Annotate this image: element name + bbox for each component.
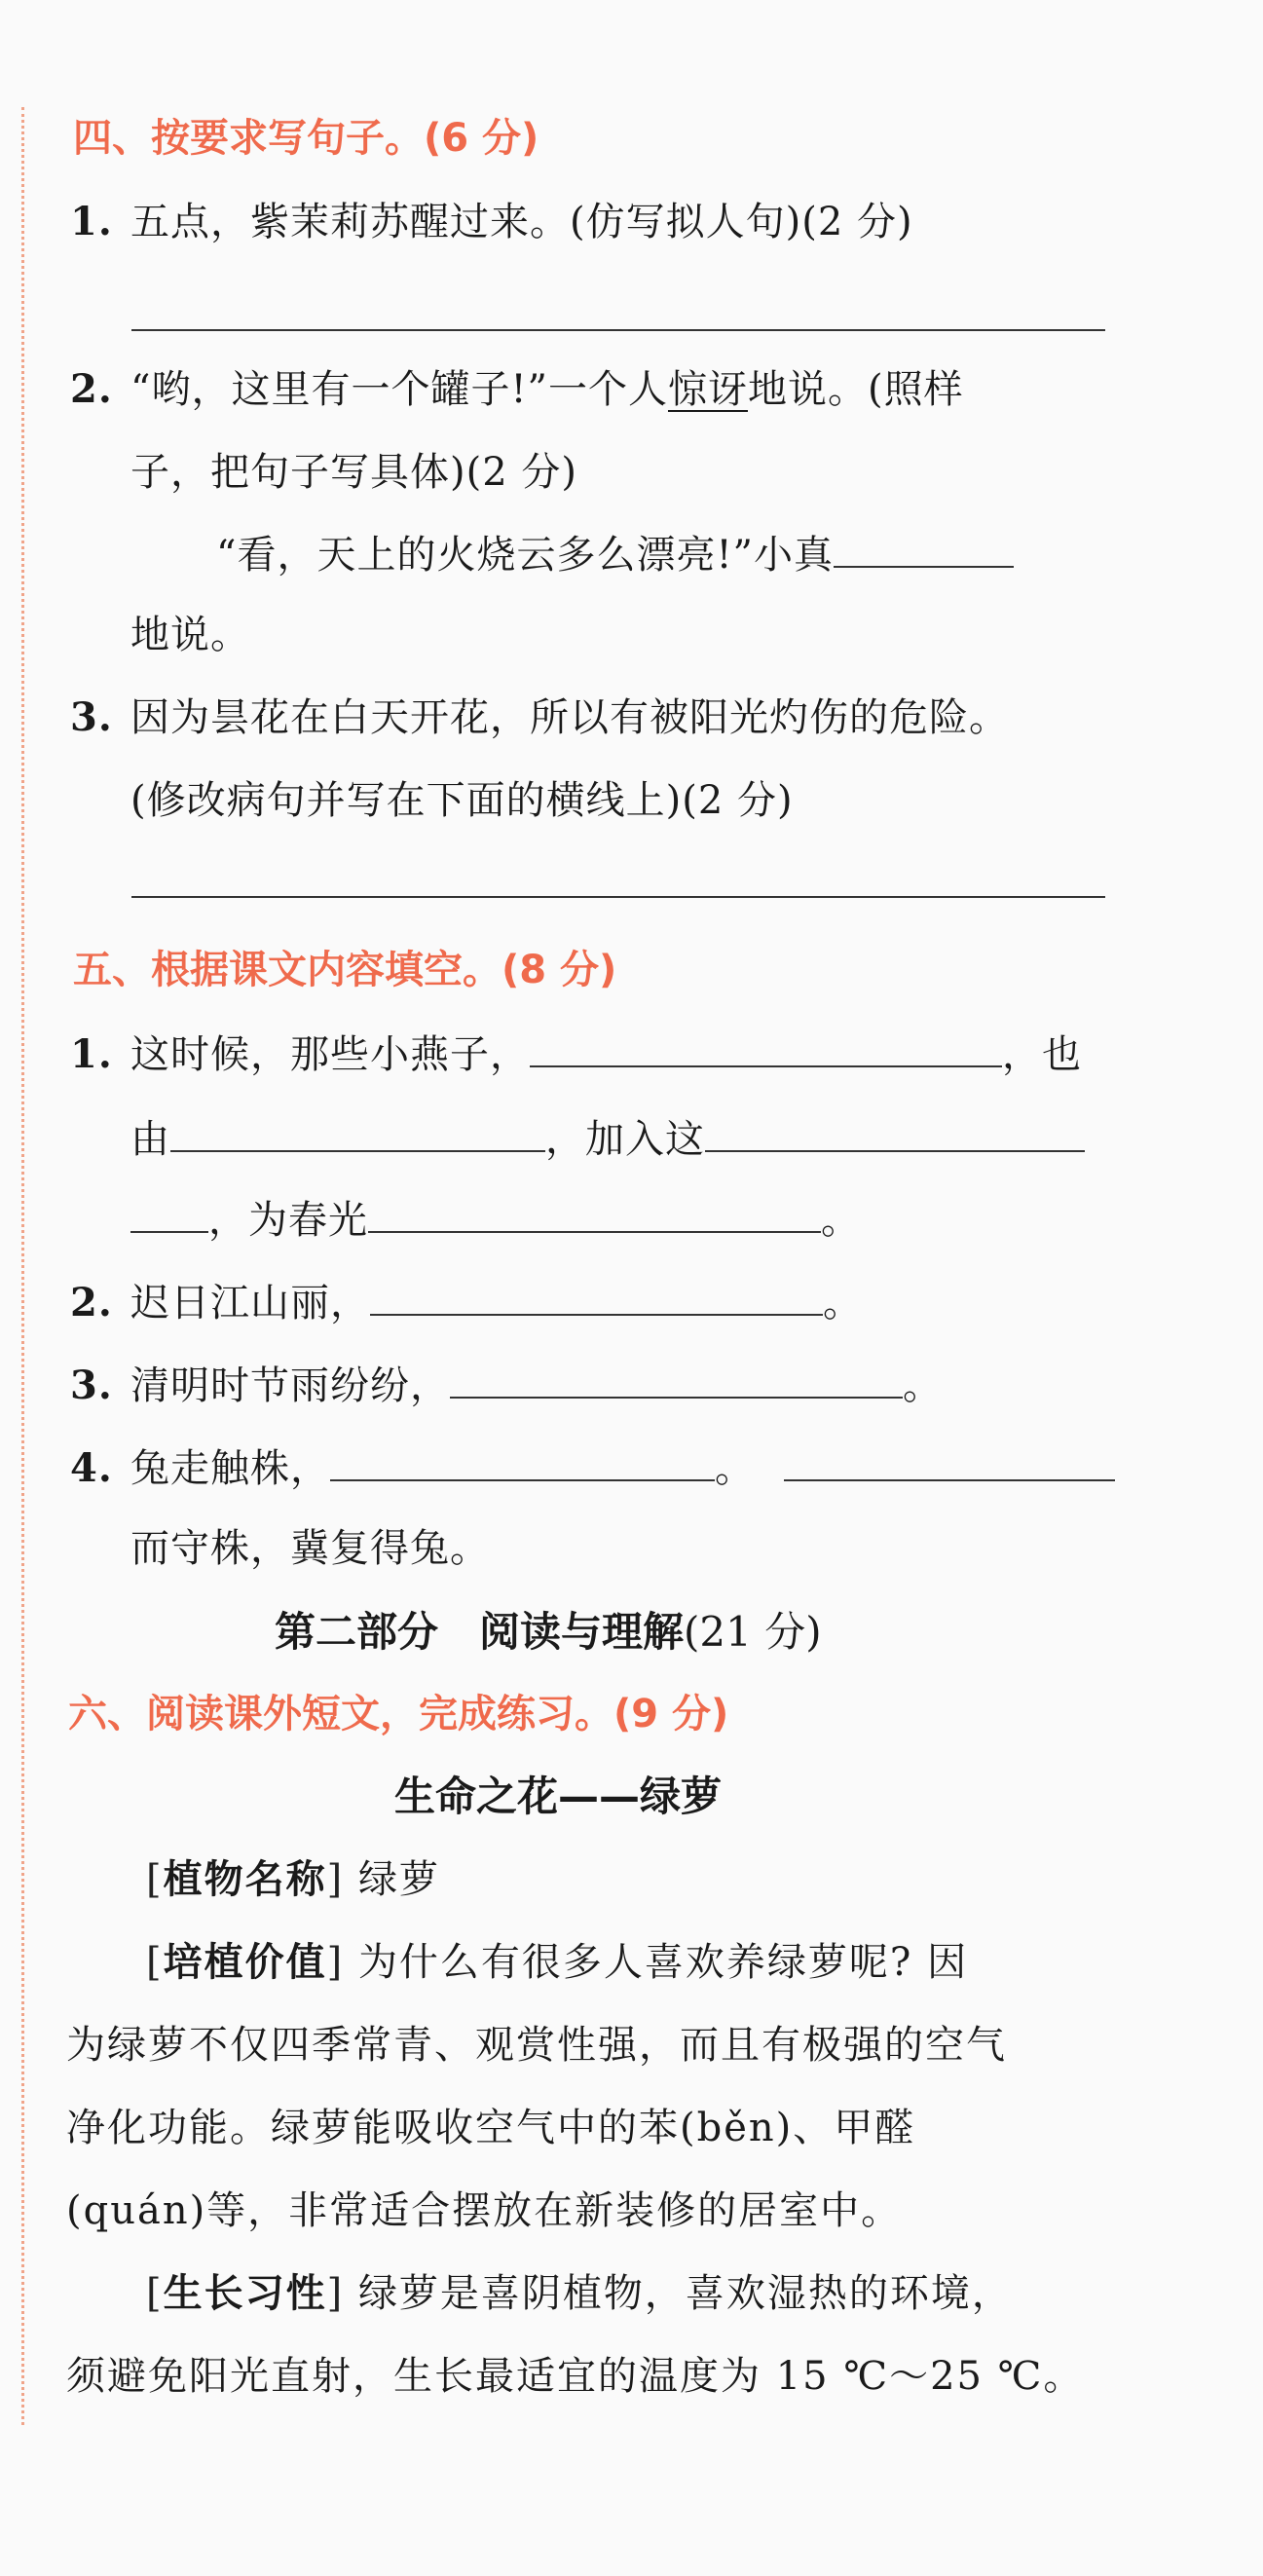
s5-q1-text-d: ，加入这: [545, 1117, 705, 1162]
s4-q2-number: 2.: [70, 366, 113, 412]
part2-title-text: 第二部分 阅读与理解: [275, 1608, 685, 1656]
s4-q2-line3-text: “看，天上的火烧云多么漂亮!”小真: [216, 533, 834, 578]
s4-q3-line2: (修改病句并写在下面的横线上)(2 分): [130, 778, 794, 823]
section6-title-text: 六、阅读课外短文，完成练习。: [68, 1692, 613, 1736]
plant-name-line: [146, 1850, 440, 1909]
s5-q1-text-b: ，也: [1002, 1032, 1082, 1077]
habit-tag-text: 生长习性: [163, 2271, 327, 2316]
s5-q1-blank4[interactable]: [368, 1188, 821, 1233]
s5-q3-text-a: 清明时节雨纷纷，: [130, 1363, 450, 1408]
value-line4: (quán)等，非常适合摆放在新装修的居室中。: [66, 2188, 903, 2233]
s5-q1-blank3[interactable]: [705, 1107, 1085, 1152]
s4-q3-line1: [70, 689, 1009, 747]
s5-q1-text-c: 由: [130, 1117, 170, 1162]
s5-q4-blank1[interactable]: [330, 1437, 715, 1481]
s5-q3-blank[interactable]: [450, 1354, 903, 1399]
plant-name-tag-text: 植物名称: [163, 1857, 327, 1902]
s4-q2-underlined-word: 惊讶: [667, 367, 748, 412]
section4-title-text: 四、按要求写句子。: [73, 116, 424, 161]
s4-q2-line2: 子，把句子写具体)(2 分): [130, 450, 577, 495]
s5-q2-text-a: 迟日江山丽，: [130, 1281, 370, 1325]
s4-q1-number: 1.: [70, 199, 113, 244]
article-title: 生命之花——绿萝: [394, 1773, 723, 1820]
margin-dotted-line: [21, 107, 24, 2425]
part2-title: [275, 1603, 822, 1661]
s4-q2-text-a: “哟，这里有一个罐子!”一个人: [130, 367, 668, 412]
s4-q3-line1-text: 因为昙花在白天开花，所以有被阳光灼伤的危险。: [130, 695, 1009, 740]
habit-line1: [146, 2264, 1013, 2323]
section5-points: (8 分): [501, 948, 617, 992]
s5-q4-number: 4.: [70, 1445, 113, 1491]
s5-q1-text-a: 这时候，那些小燕子，: [130, 1032, 530, 1077]
s5-q1-text-e: ，为春光: [208, 1198, 368, 1243]
s5-q1-line2: [130, 1107, 1085, 1169]
s4-q2-line1: [70, 360, 964, 419]
s4-q2-text-b: 地说。(照样: [747, 367, 964, 412]
s5-q4-line1: [70, 1437, 1115, 1498]
habit-line2: 须避免阳光直射，生长最适宜的温度为 15 ℃～25 ℃。: [66, 2354, 1085, 2399]
section5-title-text: 五、根据课文内容填空。: [73, 948, 501, 992]
s5-q4-text-b: 。: [715, 1446, 755, 1491]
s5-q4-text-a: 兔走触株，: [130, 1446, 330, 1491]
s5-q4-blank2[interactable]: [784, 1437, 1115, 1481]
s5-q2-number: 2.: [70, 1280, 113, 1325]
section4-title: [73, 109, 539, 168]
s5-q2-text-b: 。: [823, 1281, 863, 1325]
plant-name-tag: [植物名称]: [146, 1857, 345, 1902]
habit-line1-text: 绿萝是喜阴植物，喜欢湿热的环境，: [357, 2271, 1013, 2316]
s4-q2-blank[interactable]: [834, 523, 1014, 568]
s4-q2-line4: 地说。: [130, 613, 250, 657]
value-line2: 为绿萝不仅四季常青、观赏性强，而且有极强的空气: [66, 2023, 1007, 2068]
s5-q1-number: 1.: [70, 1031, 113, 1077]
value-line1-text: 为什么有很多人喜欢养绿萝呢? 因: [357, 1940, 969, 1985]
s5-q1-line1: [70, 1023, 1082, 1084]
s5-q1-text-f: 。: [821, 1198, 861, 1243]
value-tag: [培植价值]: [146, 1940, 345, 1985]
s4-q3-number: 3.: [70, 694, 113, 740]
s4-q2-line3: [216, 523, 1014, 584]
s4-q1-text: 五点，紫茉莉苏醒过来。(仿写拟人句)(2 分): [130, 200, 913, 244]
s4-q1: [70, 193, 913, 251]
section6-points: (9 分): [613, 1692, 729, 1736]
section5-title: [73, 941, 616, 999]
s5-q1-blank1[interactable]: [530, 1023, 1002, 1067]
s5-q2: [70, 1271, 863, 1332]
s5-q1-blank2[interactable]: [170, 1107, 545, 1152]
s4-q1-answer-line[interactable]: [131, 329, 1105, 331]
plant-name-value: 绿萝: [357, 1857, 440, 1902]
section4-points: (6 分): [424, 116, 539, 161]
s5-q3-text-b: 。: [903, 1363, 943, 1408]
s5-q1-blank3-cont[interactable]: [130, 1188, 208, 1233]
value-tag-text: 培植价值: [163, 1940, 327, 1985]
s5-q2-blank[interactable]: [370, 1271, 823, 1316]
value-line1: [146, 1933, 968, 1992]
s4-q3-answer-line[interactable]: [131, 896, 1105, 898]
s5-q4-line2: 而守株，冀复得兔。: [130, 1526, 490, 1571]
section6-title: [68, 1685, 728, 1743]
value-line3: 净化功能。绿萝能吸收空气中的苯(běn)、甲醛: [66, 2106, 916, 2150]
s5-q3-number: 3.: [70, 1363, 113, 1408]
habit-tag: [生长习性]: [146, 2271, 345, 2316]
s5-q3: [70, 1354, 943, 1415]
part2-points: (21 分): [684, 1608, 822, 1656]
s5-q1-line3: [130, 1188, 861, 1250]
